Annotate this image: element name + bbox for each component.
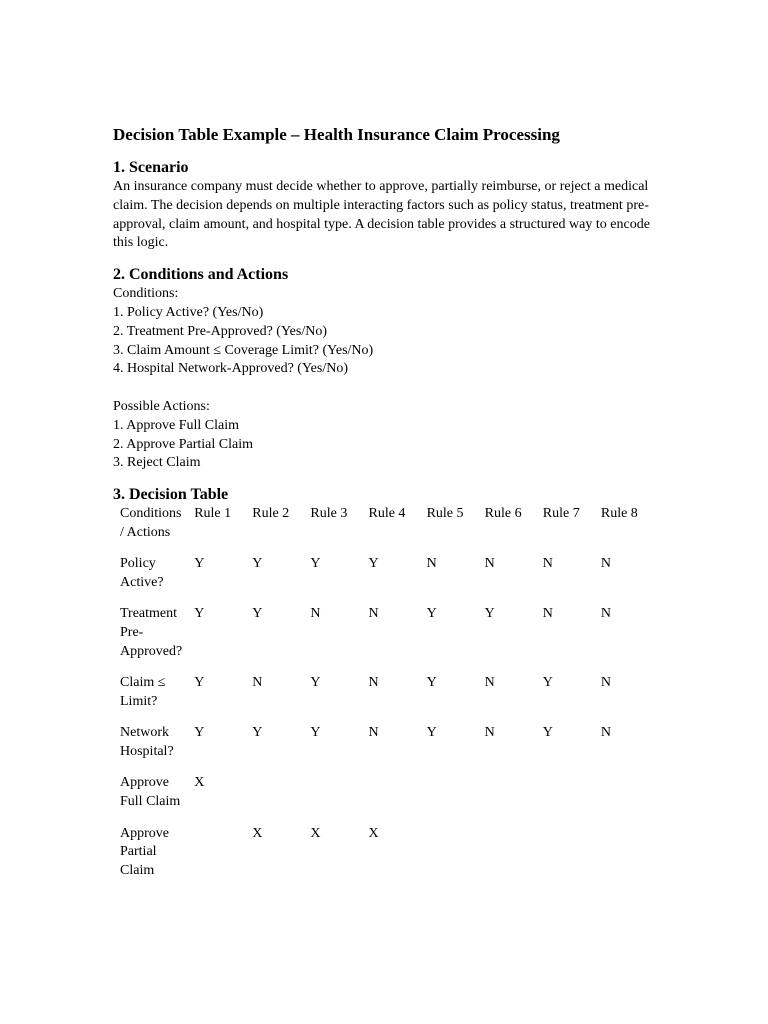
table-cell: Y (484, 606, 495, 622)
table-cell: N (426, 556, 437, 572)
table-cell: N (542, 556, 553, 572)
table-cell: Y (194, 606, 205, 622)
table-cell: Y (252, 606, 263, 622)
condition-item: 3. Claim Amount ≤ Coverage Limit? (Yes/No) (113, 342, 374, 358)
action-item: 1. Approve Full Claim (113, 417, 239, 433)
table-cell (188, 825, 246, 894)
table-row-label: Approve Partial Claim (120, 825, 169, 879)
table-row-label: Approve Full Claim (120, 775, 181, 810)
table-cell (304, 774, 362, 824)
table-row (114, 605, 653, 674)
table-row (114, 555, 653, 605)
table-cell: N (600, 675, 611, 691)
scenario-paragraph: An insurance company must decide whether to approve, partially reimburse, or reject a medical claim. The decision depends on multiple interacting factors such as policy status, treatment pre-approval, claim amount, and hospital type. A decision table provides a structured way to encode this logic. (113, 179, 650, 251)
conditions-label: Conditions: (113, 286, 179, 302)
table-cell: Y (310, 675, 321, 691)
table-cell: N (484, 556, 495, 572)
table-header-cell: Rule 8 (600, 506, 638, 522)
table-cell: Y (310, 725, 321, 741)
table-cell: N (600, 725, 611, 741)
table-cell: N (600, 606, 611, 622)
table-cell: Y (194, 675, 205, 691)
spacer (113, 379, 653, 398)
section-scenario (113, 158, 653, 253)
table-cell: Y (310, 556, 321, 572)
document-title: Decision Table Example – Health Insurance Claim Processing (113, 125, 560, 144)
table-cell (537, 774, 595, 824)
table-cell: N (484, 675, 495, 691)
table-cell: N (368, 606, 379, 622)
table-row-label: Network Hospital? (120, 725, 174, 760)
table-cell: N (368, 725, 379, 741)
decision-table (114, 505, 653, 893)
table-cell (421, 825, 479, 894)
table-row (114, 724, 653, 774)
actions-label: Possible Actions: (113, 398, 210, 414)
section-heading-decision-table: 3. Decision Table (113, 486, 229, 504)
table-header-cell: Rule 4 (368, 506, 406, 522)
table-cell: N (368, 675, 379, 691)
table-cell (595, 774, 653, 824)
table-row (114, 674, 653, 724)
table-header-cell: Rule 2 (252, 506, 290, 522)
table-cell (595, 825, 653, 894)
table-cell: N (542, 606, 553, 622)
table-cell (421, 774, 479, 824)
action-item: 3. Reject Claim (113, 455, 201, 471)
table-cell: X (310, 825, 321, 841)
table-cell (479, 825, 537, 894)
action-item: 2. Approve Partial Claim (113, 436, 253, 452)
table-cell: Y (252, 556, 263, 572)
table-header-cell: Rule 3 (310, 506, 348, 522)
table-cell: Y (426, 725, 437, 741)
table-cell: N (310, 606, 321, 622)
table-cell: N (484, 725, 495, 741)
table-row-label: Claim ≤ Limit? (120, 675, 166, 710)
table-cell: Y (194, 556, 205, 572)
section-conditions-actions (113, 265, 653, 473)
condition-item: 4. Hospital Network-Approved? (Yes/No) (113, 361, 348, 377)
table-cell: N (252, 675, 263, 691)
table-cell (362, 774, 420, 824)
table-cell: X (368, 825, 379, 841)
table-header-cell: Conditions / Actions (120, 506, 182, 540)
table-cell: Y (542, 725, 553, 741)
table-cell: X (252, 825, 263, 841)
table-row-label: Policy Active? (120, 556, 164, 591)
table-header-cell: Rule 6 (484, 506, 522, 522)
table-row (114, 774, 653, 824)
document-content (113, 124, 653, 893)
table-header-cell: Rule 7 (542, 506, 580, 522)
table-cell: Y (368, 556, 379, 572)
section-heading-scenario: 1. Scenario (113, 159, 189, 176)
table-cell: Y (426, 675, 437, 691)
condition-item: 2. Treatment Pre-Approved? (Yes/No) (113, 323, 327, 339)
table-cell: X (194, 775, 205, 791)
table-row (114, 825, 653, 894)
table-cell (246, 774, 304, 824)
section-decision-table (113, 485, 653, 893)
table-cell: Y (426, 606, 437, 622)
table-cell (479, 774, 537, 824)
table-header-cell: Rule 5 (426, 506, 464, 522)
section-heading-conditions: 2. Conditions and Actions (113, 266, 289, 284)
table-cell: Y (542, 675, 553, 691)
table-cell: N (600, 556, 611, 572)
table-header-row (114, 505, 653, 555)
table-cell: Y (252, 725, 263, 741)
condition-item: 1. Policy Active? (Yes/No) (113, 304, 264, 320)
table-cell: Y (194, 725, 205, 741)
table-row-label: Treatment Pre-Approved? (120, 606, 183, 659)
table-header-cell: Rule 1 (194, 506, 232, 522)
table-cell (537, 825, 595, 894)
